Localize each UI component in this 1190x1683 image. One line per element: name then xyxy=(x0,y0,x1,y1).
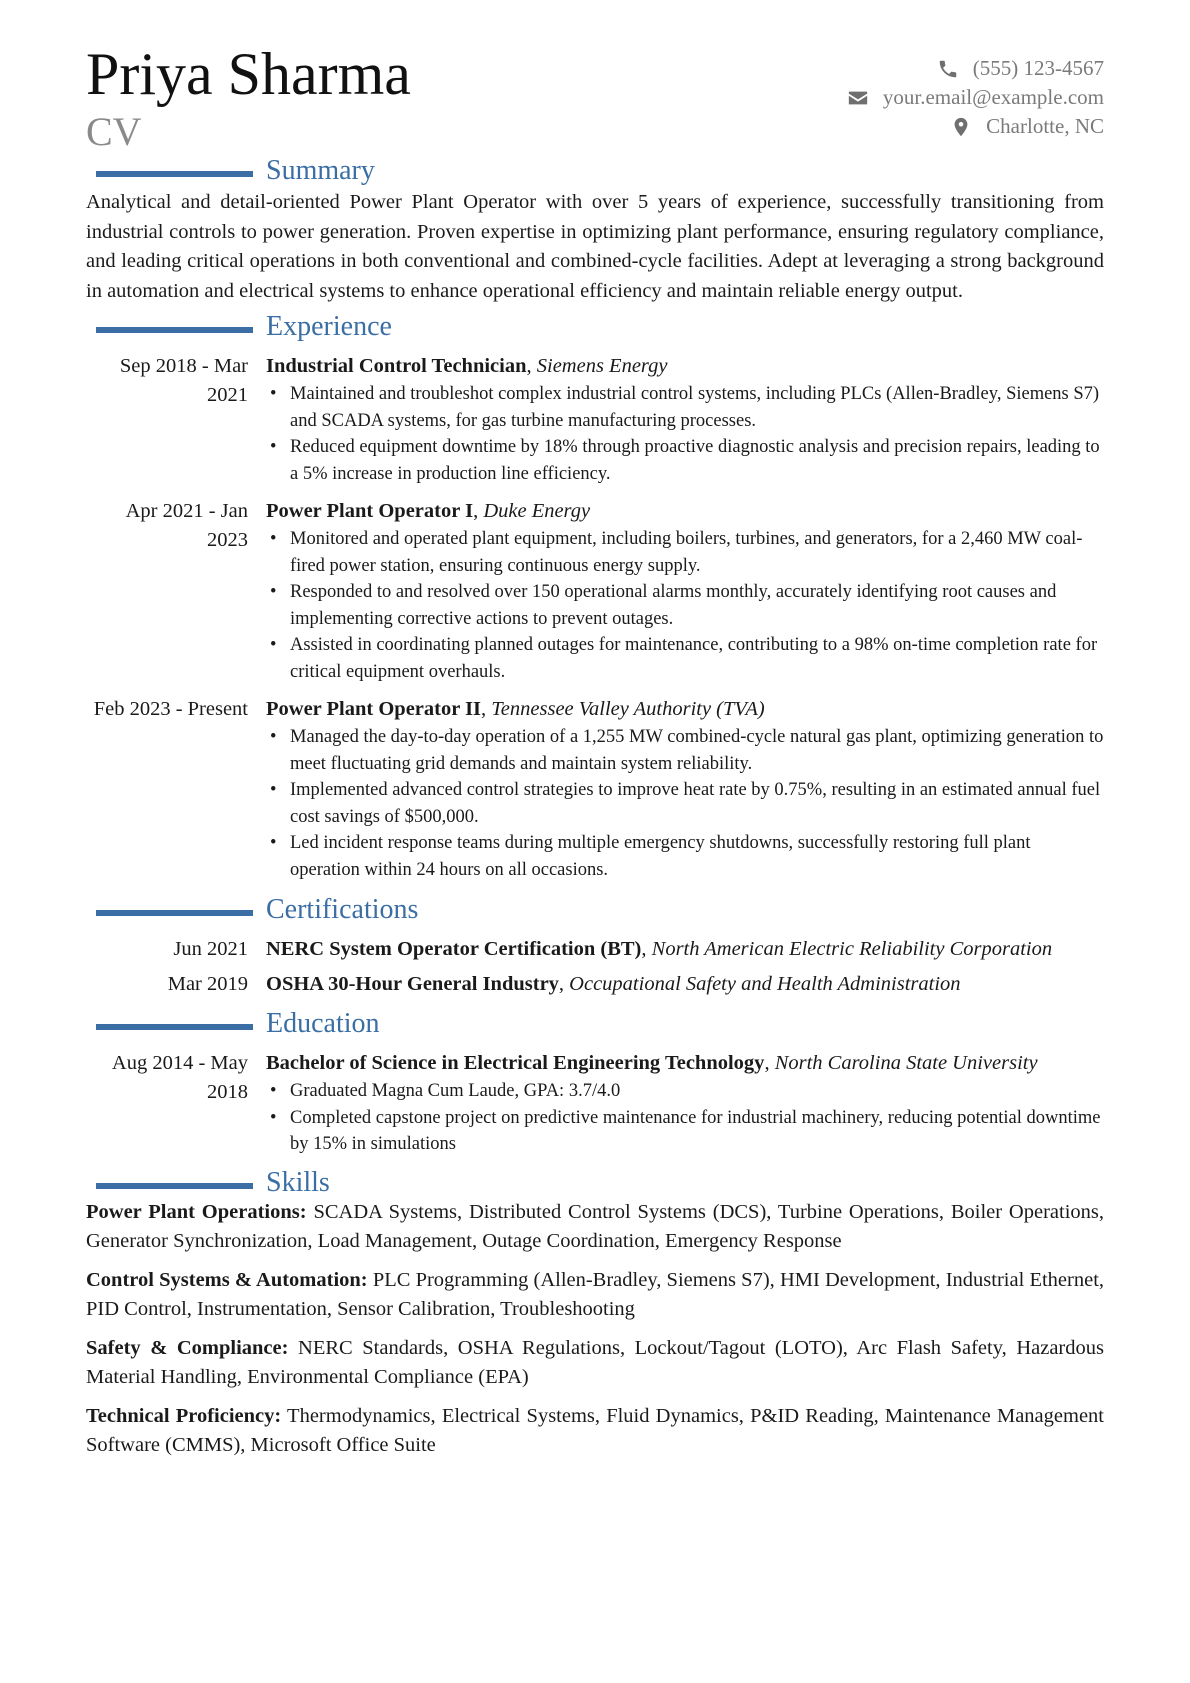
contact-email xyxy=(847,83,1104,112)
section-heading-experience xyxy=(86,312,1104,342)
phone-number[interactable]: (555) 123-4567 xyxy=(972,56,1104,80)
section-heading-summary xyxy=(86,156,1104,186)
entry-organization: Siemens Energy xyxy=(536,355,668,377)
bullet-item: • Implemented advanced control strategies to improve heat rate by 0.75%, resulting in an estimated annual fuel cost savings of $500,000. xyxy=(290,777,1104,830)
bullet-item: • Graduated Magna Cum Laude, GPA: 3.7/4.0 xyxy=(290,1078,1104,1105)
entry-organization: North Carolina State University xyxy=(774,1052,1038,1074)
section-accent-bar xyxy=(96,1024,253,1030)
skills-list xyxy=(86,1198,1104,1461)
entry-title: Industrial Control Technician xyxy=(266,355,527,377)
entry-date: Jun 2021 xyxy=(173,938,248,960)
entry-title: Bachelor of Science in Electrical Engineering Technology xyxy=(266,1052,765,1074)
entry-title: Power Plant Operator II xyxy=(266,698,482,720)
skill-group xyxy=(86,1334,1104,1393)
section-title: Summary xyxy=(266,155,375,186)
contact-info xyxy=(847,54,1104,141)
section-heading-skills xyxy=(86,1168,1104,1198)
experience-entry: Feb 2023 - Present Power Plant Operator II, Tennessee Valley Authority (TVA) • Managed the day-to-day operation of a 1,255 MW combined-cycle natural gas plant, optimizing generation to meet fluctuating grid demands and maintain system reliability. • Implemented advanced control strategies to improve heat rate by 0.75%, resulting in an estimated annual fuel cost savings of $500,000. • Led incident response teams during multiple emergency shutdowns, successfully restoring full plant operation within 24 hours on all occasions. xyxy=(86,695,1104,883)
section-accent-bar xyxy=(96,327,253,333)
location-text: Charlotte, NC xyxy=(986,114,1104,138)
skill-group-text: Thermodynamics, Electrical Systems, Fluid Dynamics, P&ID Reading, Maintenance Management Software (CMMS), Microsoft Office Suite xyxy=(86,1404,1104,1456)
certification-entry: Mar 2019 OSHA 30-Hour General Industry, Occupational Safety and Health Administration xyxy=(86,970,1104,999)
map-marker-icon xyxy=(950,116,972,138)
experience-entry: Apr 2021 - Jan 2023 Power Plant Operator I, Duke Energy • Monitored and operated plant equipment, including boilers, turbines, and generators, for a 2,460 MW coal-fired power station, ensuring continuous energy supply. • Responded to and resolved over 150 operational alarms monthly, accurately identifying root causes and implementing corrective actions to prevent outages. • Assisted in coordinating planned outages for maintenance, contributing to a 98% on-time completion rate for critical equipment overhauls. xyxy=(86,497,1104,685)
entry-organization: North American Electric Reliability Corporation xyxy=(651,938,1053,960)
entry-date: Apr 2021 - Jan 2023 xyxy=(125,500,248,551)
skill-group-text: PLC Programming (Allen-Bradley, Siemens S7), HMI Development, Industrial Ethernet, PID Control, Instrumentation, Sensor Calibration, Troubleshooting xyxy=(86,1268,1105,1320)
skill-group-label: Control Systems & Automation: xyxy=(86,1268,368,1291)
skill-group xyxy=(86,1198,1104,1257)
entry-organization: Tennessee Valley Authority (TVA) xyxy=(491,698,765,720)
skill-group-label: Safety & Compliance: xyxy=(86,1336,289,1359)
document-subtitle: CV xyxy=(86,109,142,154)
entry-date: Mar 2019 xyxy=(167,973,248,995)
entry-date: Feb 2023 - Present xyxy=(93,698,248,720)
phone-icon xyxy=(937,58,959,80)
contact-phone xyxy=(847,54,1104,83)
section-accent-bar xyxy=(96,910,253,916)
bullet-item: • Reduced equipment downtime by 18% through proactive diagnostic analysis and precision repairs, leading to a 5% increase in production line efficiency. xyxy=(290,434,1104,487)
education-entry: Aug 2014 - May 2018 Bachelor of Science in Electrical Engineering Technology, North Carolina State University • Graduated Magna Cum Laude, GPA: 3.7/4.0 • Completed capstone project on predictive maintenance for industrial machinery, reducing potential downtime by 15% in simulations xyxy=(86,1049,1104,1158)
entry-title: OSHA 30-Hour General Industry xyxy=(266,973,559,995)
bullet-item: • Maintained and troubleshot complex industrial control systems, including PLCs (Allen-Bradley, Siemens S7) and SCADA systems, for gas turbine manufacturing processes. xyxy=(290,381,1104,434)
experience-entry: Sep 2018 - Mar 2021 Industrial Control Technician, Siemens Energy • Maintained and troubleshot complex industrial control systems, including PLCs (Allen-Bradley, Siemens S7) and SCADA systems, for gas turbine manufacturing processes. • Reduced equipment downtime by 18% through proactive diagnostic analysis and precision repairs, leading to a 5% increase in production line efficiency. xyxy=(86,352,1104,487)
section-accent-bar xyxy=(96,171,253,177)
entry-organization: Occupational Safety and Health Administration xyxy=(569,973,961,995)
certification-entry: Jun 2021 NERC System Operator Certification (BT), North American Electric Reliability Corporation xyxy=(86,935,1104,964)
bullet-item: • Led incident response teams during multiple emergency shutdowns, successfully restoring full plant operation within 24 hours on all occasions. xyxy=(290,830,1104,883)
section-title: Skills xyxy=(266,1166,330,1198)
skill-group-label: Technical Proficiency: xyxy=(86,1404,282,1427)
bullet-item: • Managed the day-to-day operation of a 1,255 MW combined-cycle natural gas plant, optimizing generation to meet fluctuating grid demands and maintain system reliability. xyxy=(290,724,1104,777)
bullet-item: • Responded to and resolved over 150 operational alarms monthly, accurately identifying root causes and implementing corrective actions to prevent outages. xyxy=(290,579,1104,632)
summary-text: Analytical and detail-oriented Power Plant Operator with over 5 years of experience, successfully transitioning from industrial controls to power generation. Proven expertise in optimizing plant performance, ensuring regulatory compliance, and leading critical operations in both conventional and combined-cycle facilities. Adept at leveraging a strong background in automation and electrical systems to enhance operational efficiency and maintain reliable energy output. xyxy=(86,191,1104,302)
bullet-item: • Completed capstone project on predictive maintenance for industrial machinery, reducing potential downtime by 15% in simulations xyxy=(290,1105,1104,1158)
entry-title: NERC System Operator Certification (BT) xyxy=(266,938,642,960)
section-accent-bar xyxy=(96,1183,253,1189)
entry-organization: Duke Energy xyxy=(483,500,591,522)
skill-group-label: Power Plant Operations: xyxy=(86,1200,307,1223)
person-name: Priya Sharma xyxy=(86,41,411,107)
section-title: Certifications xyxy=(266,894,419,925)
skill-group xyxy=(86,1266,1104,1325)
entry-date: Sep 2018 - Mar 2021 xyxy=(119,355,248,406)
email-address[interactable]: your.email@example.com xyxy=(882,85,1104,109)
skill-group-text: NERC Standards, OSHA Regulations, Lockout/Tagout (LOTO), Arc Flash Safety, Hazardous Material Handling, Environmental Compliance (EPA) xyxy=(86,1336,1104,1388)
section-title: Experience xyxy=(266,311,392,342)
section-heading-education xyxy=(86,1009,1104,1039)
entry-title: Power Plant Operator I xyxy=(266,500,474,522)
bullet-item: • Monitored and operated plant equipment, including boilers, turbines, and generators, for a 2,460 MW coal-fired power station, ensuring continuous energy supply. xyxy=(290,526,1104,579)
bullet-item: • Assisted in coordinating planned outages for maintenance, contributing to a 98% on-time completion rate for critical equipment overhauls. xyxy=(290,632,1104,685)
entry-date: Aug 2014 - May 2018 xyxy=(111,1052,248,1103)
skill-group xyxy=(86,1402,1104,1461)
envelope-icon xyxy=(847,87,869,109)
skill-group-text: SCADA Systems, Distributed Control Systems (DCS), Turbine Operations, Boiler Operations, Generator Synchronization, Load Management, Outage Coordination, Emergency Response xyxy=(86,1200,1105,1252)
section-heading-certifications xyxy=(86,895,1104,925)
section-title: Education xyxy=(266,1008,380,1039)
contact-location xyxy=(847,112,1104,141)
header xyxy=(86,0,1104,152)
